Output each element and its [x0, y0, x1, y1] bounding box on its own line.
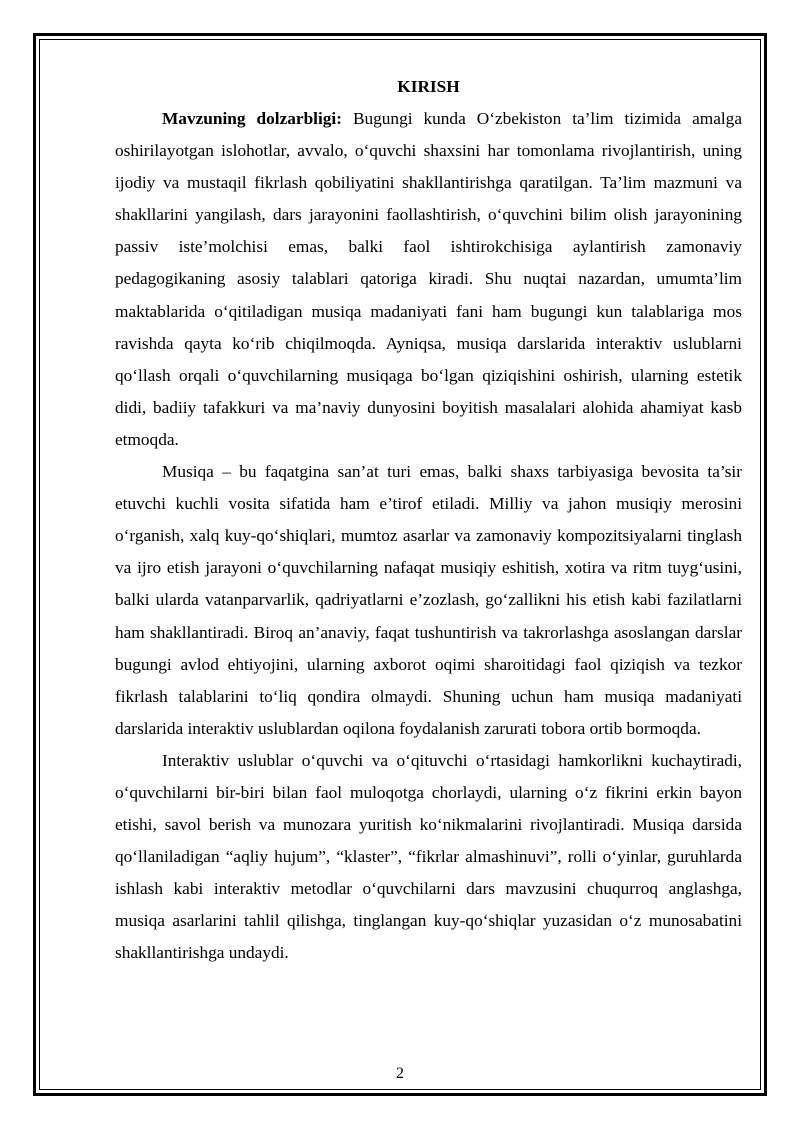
- paragraph-lead: Mavzuning dolzarbligi:: [162, 109, 342, 128]
- paragraph-text: Bugungi kunda O‘zbekiston ta’lim tizimida amalga oshirilayotgan islohotlar, avvalo, o‘quvchi shaxsini har tomonlama rivojlantirish, uning ijodiy va mustaqil fikrlash qobiliyatini shakllantirishga qaratilgan. Ta’lim mazmuni va shakllarini yangilash, dars jarayonini faollashtirish, o‘quvchini bilim olish jarayonining passiv iste’molchisi emas, balki faol ishtirokchisiga aylantirish zamonaviy pedagogikaning asosiy talablari qatoriga kiradi. Shu nuqtai nazardan, umumta’lim maktablarida o‘qitiladigan musiqa madaniyati fani ham bugungi kun talablariga mos ravishda qayta ko‘rib chiqilmoqda. Ayniqsa, musiqa darslarida interaktiv uslublarni qo‘llash orqali o‘quvchilarning musiqaga bo‘lgan qiziqishini oshirish, ularning estetik didi, badiiy tafakkuri va ma’naviy dunyosini boyitish masalalari alohida ahamiyat kasb etmoqda.: [115, 109, 742, 449]
- paragraph-text: Musiqa – bu faqatgina san’at turi emas, balki shaxs tarbiyasiga bevosita ta’sir etuvchi kuchli vosita sifatida ham e’tirof etiladi. Milliy va jahon musiqiy merosini o‘rganish, xalq kuy-qo‘shiqlari, mumtoz asarlar va zamonaviy kompozitsiyalarni tinglash va ijro etish jarayoni o‘quvchilarning nafaqat musiqiy eshitish, xotira va ritm tuyg‘usini, balki ularda vatanparvarlik, qadriyatlarni e’zozlash, go‘zallikni his etish kabi fazilatlarni ham shakllantiradi. Biroq an’anaviy, faqat tushuntirish va takrorlashga asoslangan darslar bugungi avlod ehtiyojini, ularning axborot oqimi sharoitidagi faol qiziqish va tezkor fikrlash talablarini to‘liq qondira olmaydi. Shuning uchun ham musiqa madaniyati darslarida interaktiv uslublardan oqilona foydalanish zarurati tobora ortib bormoqda.: [115, 462, 742, 738]
- paragraph-interactive-methods: [115, 745, 742, 970]
- page-number: 2: [396, 1065, 404, 1082]
- section-heading: KIRISH: [397, 77, 460, 96]
- paragraph-relevance: [115, 103, 742, 456]
- document-body: [115, 71, 742, 970]
- paragraph-text: Interaktiv uslublar o‘quvchi va o‘qituvchi o‘rtasidagi hamkorlikni kuchaytiradi, o‘quvchilarni bir-biri bilan faol muloqotga chorlaydi, ularning o‘z fikrini erkin bayon etishi, savol berish va munozara yuritish ko‘nikmalarini rivojlantiradi. Musiqa darsida qo‘llaniladigan “aqliy hujum”, “klaster”, “fikrlar almashinuvi”, rolli o‘yinlar, guruhlarda ishlash kabi interaktiv metodlar o‘quvchilarni dars mavzusini chuqurroq anglashga, musiqa asarlarini tahlil qilishga, tinglangan kuy-qo‘shiqlar yuzasidan o‘z munosabatini shakllantirishga undaydi.: [115, 750, 742, 963]
- paragraph-music: [115, 456, 742, 745]
